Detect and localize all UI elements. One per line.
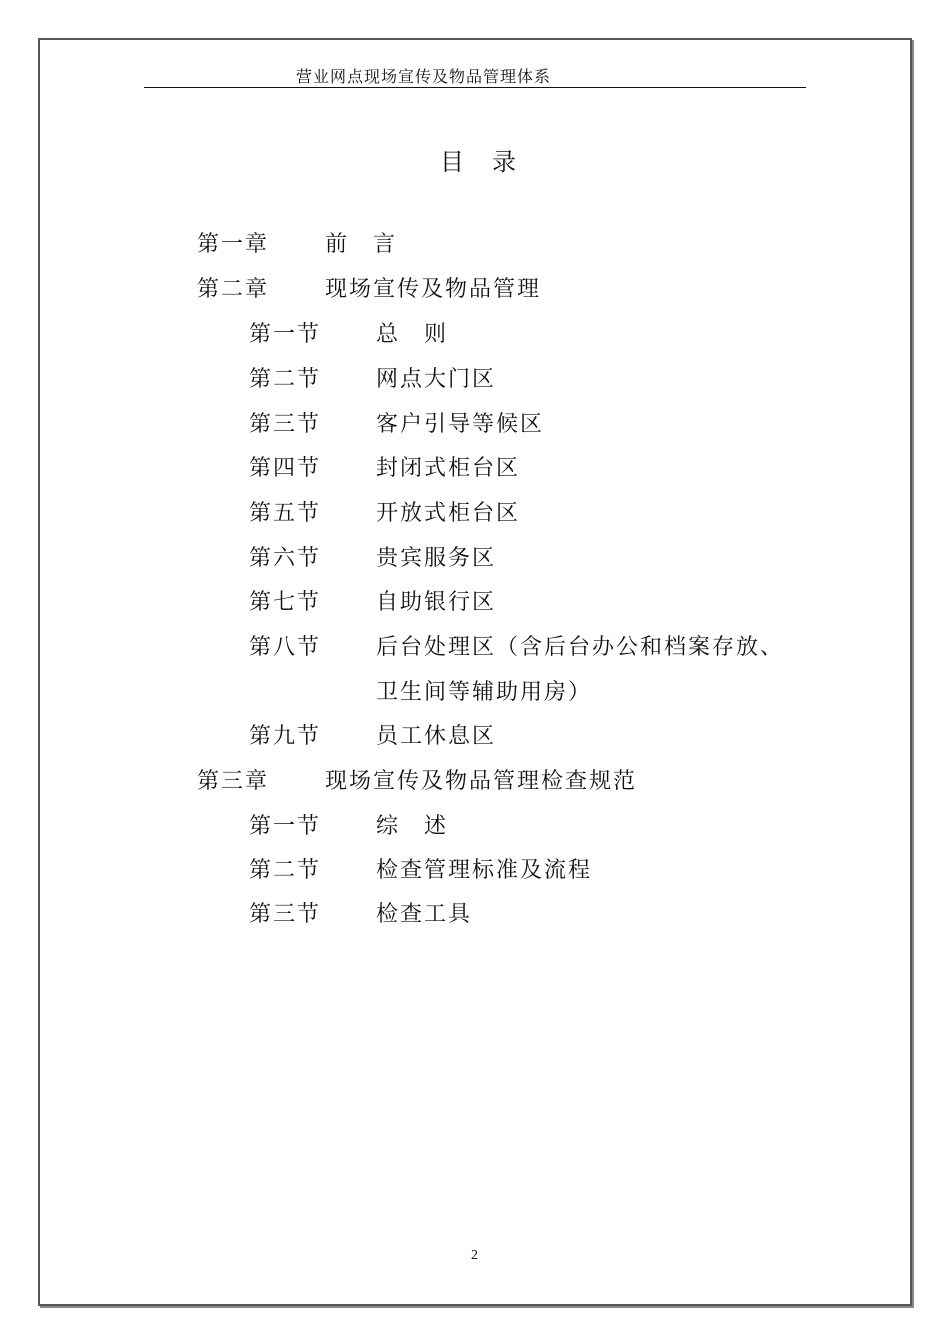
- toc-entry-label: 第二章: [197, 277, 270, 302]
- running-header: 营业网点现场宣传及物品管理体系: [296, 67, 552, 86]
- toc-title-left: 目: [440, 148, 464, 176]
- toc-entry-text: 后台处理区（含后台办公和档案存放、: [376, 635, 785, 660]
- header-rule: [144, 87, 806, 88]
- toc-entry-label: 第九节: [249, 724, 322, 749]
- toc-entry-text: 员工休息区: [376, 724, 497, 749]
- toc-entry-label: 第一章: [197, 232, 270, 257]
- toc-entry-label: 第三章: [197, 769, 270, 794]
- toc-entry-text: 客户引导等候区: [376, 412, 545, 437]
- toc-title-right: 录: [492, 148, 516, 176]
- toc-entry-text: 贵宾服务区: [376, 546, 497, 571]
- toc-entry-label: 第七节: [249, 590, 322, 615]
- toc-entry-label: 第二节: [249, 367, 322, 392]
- toc-entry-text: 现场宣传及物品管理检查规范: [325, 769, 638, 794]
- toc-title: [440, 142, 516, 177]
- toc-entry-text: 综 述: [376, 814, 449, 839]
- toc-entry-text: 卫生间等辅助用房）: [376, 680, 593, 705]
- toc-entry-text: 现场宣传及物品管理: [325, 277, 542, 302]
- toc-entry-text: 自助银行区: [376, 590, 497, 615]
- toc-entry-label: 第六节: [249, 546, 322, 571]
- toc-entry-text: 检查工具: [376, 902, 473, 927]
- toc-entry-label: 第三节: [249, 902, 322, 927]
- toc-entry-label: 第一节: [249, 814, 322, 839]
- toc-entry-label: 第三节: [249, 412, 322, 437]
- page-border: [38, 38, 912, 1306]
- toc-entry-label: 第一节: [249, 322, 322, 347]
- toc-entry-text: 封闭式柜台区: [376, 456, 521, 481]
- toc-entry-label: 第四节: [249, 456, 322, 481]
- toc-entry-text: 开放式柜台区: [376, 501, 521, 526]
- toc-entry-text: 前 言: [325, 232, 398, 257]
- toc-entry-text: 检查管理标准及流程: [376, 858, 593, 883]
- toc-entry-label: 第八节: [249, 635, 322, 660]
- toc-entry-label: 第二节: [249, 858, 322, 883]
- page-number: 2: [471, 1248, 478, 1263]
- toc-entry-text: 网点大门区: [376, 367, 497, 392]
- toc-entry-text: 总 则: [376, 322, 449, 347]
- toc-entry-label: 第五节: [249, 501, 322, 526]
